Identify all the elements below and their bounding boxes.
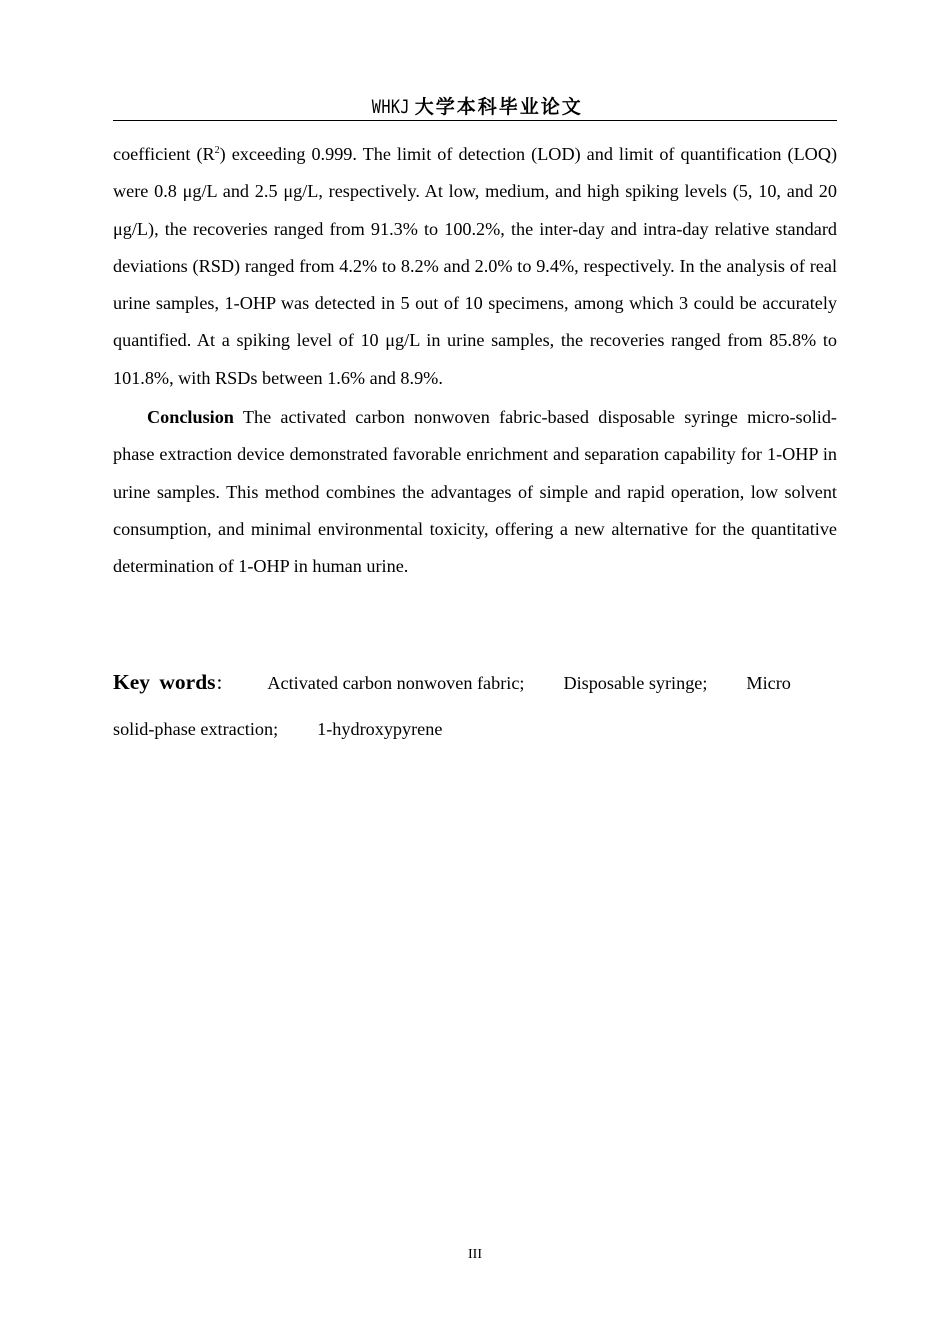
keyword-item: Micro: [746, 673, 791, 693]
conclusion-paragraph: [113, 399, 837, 585]
keywords-section: [113, 670, 837, 740]
results-text: ) exceeding 0.999. The limit of detection (LOD) and limit of quantification (LOQ) were 0.8 μg/L and 2.5 μg/L, respectively. At low, medium, and high spiking levels (5, 10, and 20 μg/L), the recoveries ranged from 91.3% to 100.2%, the inter-day and intra-day relative standard deviations (RSD) ranged from 4.2% to 8.2% and 2.0% to 9.4%, respectively. In the analysis of real urine samples, 1-OHP was detected in 5 out of 10 specimens, among which 3 could be accurately quantified. At a spiking level of 10 μg/L in urine samples, the recoveries ranged from 85.8% to 101.8%, with RSDs between 1.6% and 8.9%.: [113, 144, 838, 388]
r-squared-superscript: 2: [214, 145, 220, 156]
conclusion-label: Conclusion: [147, 407, 234, 428]
keyword-item: Activated carbon nonwoven fabric;: [267, 673, 525, 693]
abstract-body: [113, 136, 837, 586]
keyword-item: Disposable syringe;: [563, 673, 708, 693]
results-paragraph: [113, 136, 837, 397]
keyword-item: 1-hydroxypyrene: [317, 719, 443, 739]
header-latin-text: WHKJ: [372, 96, 411, 118]
page-header: [113, 92, 837, 121]
conclusion-text: The activated carbon nonwoven fabric-based disposable syringe micro-solid-phase extraction device demonstrated favorable enrichment and separation capability for 1-OHP in urine samples. This method combines the advantages of simple and rapid operation, low solvent consumption, and minimal environmental toxicity, offering a new alternative for the quantitative determination of 1-OHP in human urine.: [113, 407, 837, 577]
keywords-colon: :: [216, 670, 223, 694]
keywords-line-1: [113, 670, 837, 706]
keyword-item: solid-phase extraction;: [113, 719, 279, 739]
header-title: 大学本科毕业论文: [414, 96, 583, 118]
keywords-line-2: [113, 719, 837, 740]
keywords-label: Key words: [113, 670, 216, 694]
page-number: III: [468, 1247, 482, 1262]
results-text-start: coefficient (R: [113, 144, 215, 164]
